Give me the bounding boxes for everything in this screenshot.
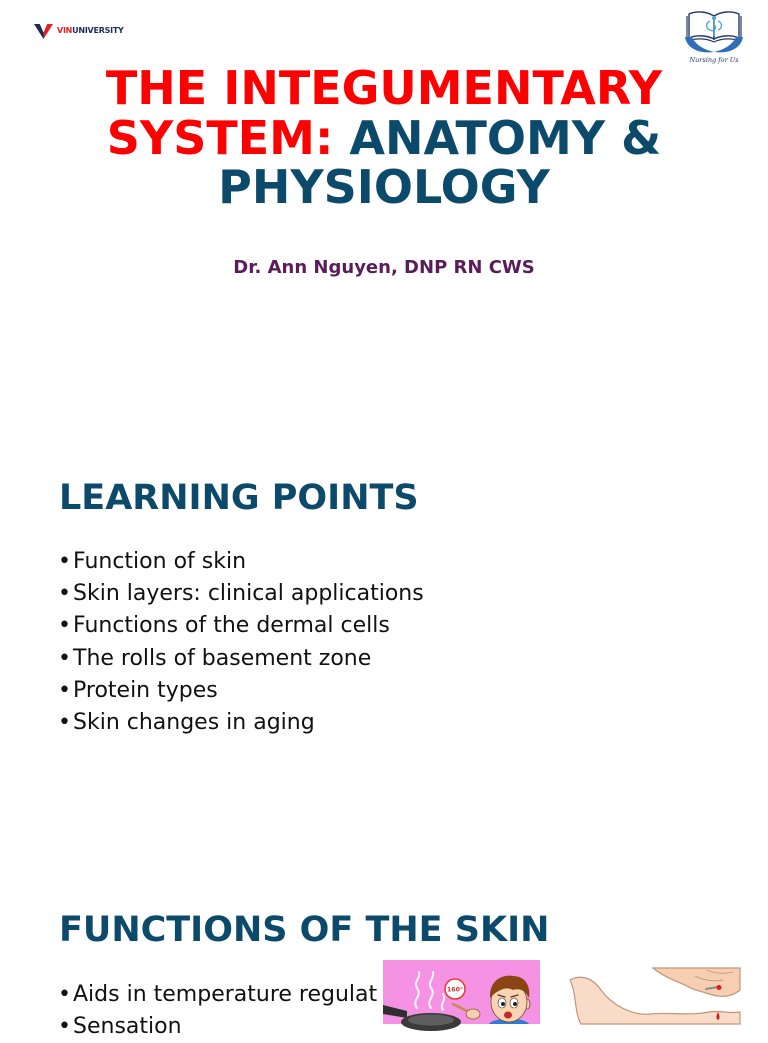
list-item-text: Aids in temperature regulat xyxy=(73,982,378,1007)
hot-pan-child-icon xyxy=(383,960,540,1024)
title-line-2 xyxy=(0,110,768,165)
bullet-marker: • xyxy=(58,581,71,607)
title-slide xyxy=(0,0,768,320)
vinuniversity-emblem-icon xyxy=(34,22,53,40)
caduceus-top xyxy=(712,16,716,20)
learning-points-heading: LEARNING POINTS xyxy=(59,478,419,518)
list-item-text: Protein types xyxy=(73,677,218,703)
open-book-hands-icon xyxy=(684,8,744,66)
foot-prick-illustration xyxy=(567,968,740,1024)
bullet-marker: • xyxy=(58,709,71,735)
functions-of-skin-list xyxy=(58,979,378,1040)
list-item-text: Skin layers: clinical applications xyxy=(73,581,424,607)
list-item xyxy=(58,1011,377,1040)
list-item xyxy=(58,610,424,642)
bullet-marker: • xyxy=(58,982,71,1007)
title-line-3: PHYSIOLOGY xyxy=(218,160,550,214)
bullet-marker: • xyxy=(58,677,71,703)
emblem-right-wing xyxy=(44,24,54,39)
learning-points-list xyxy=(58,546,424,739)
list-item-text: Functions of the dermal cells xyxy=(73,613,390,639)
learning-points-slide xyxy=(0,440,768,770)
book-right-page xyxy=(714,12,739,39)
author-name: Dr. Ann Nguyen, DNP RN CWS xyxy=(233,257,535,278)
temperature-badge-label: 160° xyxy=(446,986,464,994)
vinuniversity-wordmark-vin: VIN xyxy=(57,26,73,35)
bullet-marker: • xyxy=(58,549,71,574)
list-item xyxy=(58,643,424,675)
frying-pan-inner xyxy=(408,1015,454,1026)
nursing-for-us-logo xyxy=(684,8,744,66)
child-mouth xyxy=(504,1012,512,1019)
emblem-left-wing xyxy=(34,24,44,39)
hand xyxy=(653,968,740,996)
presentation-title xyxy=(0,61,768,214)
nursing-for-us-caption: Nursing for Us xyxy=(689,56,739,64)
bullet-marker: • xyxy=(58,1014,71,1040)
vinuniversity-wordmark xyxy=(57,26,124,36)
bullet-marker: • xyxy=(58,613,71,639)
functions-of-skin-slide xyxy=(0,880,768,1040)
title-line-2-teal: ANATOMY & xyxy=(349,110,662,165)
title-line-1: THE INTEGUMENTARY xyxy=(105,61,663,115)
vinuniversity-wordmark-university: UNIVERSITY xyxy=(72,26,124,35)
list-item xyxy=(58,979,377,1011)
title-line-2-red: SYSTEM: xyxy=(106,110,334,165)
book-left-page xyxy=(689,12,714,39)
blood-dot xyxy=(717,985,722,990)
bullet-marker: • xyxy=(58,645,71,671)
list-item-text: The rolls of basement zone xyxy=(73,645,372,671)
child-pupil xyxy=(513,1002,517,1006)
list-item-text: Skin changes in aging xyxy=(73,709,315,735)
list-item xyxy=(58,707,424,739)
foot-prick-icon xyxy=(567,968,740,1024)
list-item xyxy=(58,675,424,707)
list-item xyxy=(58,578,424,610)
functions-of-skin-heading: FUNCTIONS OF THE SKIN xyxy=(59,910,550,950)
list-item-text: Function of skin xyxy=(73,549,247,574)
child-pupil xyxy=(501,1002,505,1006)
hot-pan-child-illustration xyxy=(383,960,540,1024)
list-item-text: Sensation xyxy=(73,1014,182,1040)
vinuniversity-logo xyxy=(34,22,124,40)
child-hand xyxy=(466,1009,480,1019)
list-item xyxy=(58,546,424,578)
